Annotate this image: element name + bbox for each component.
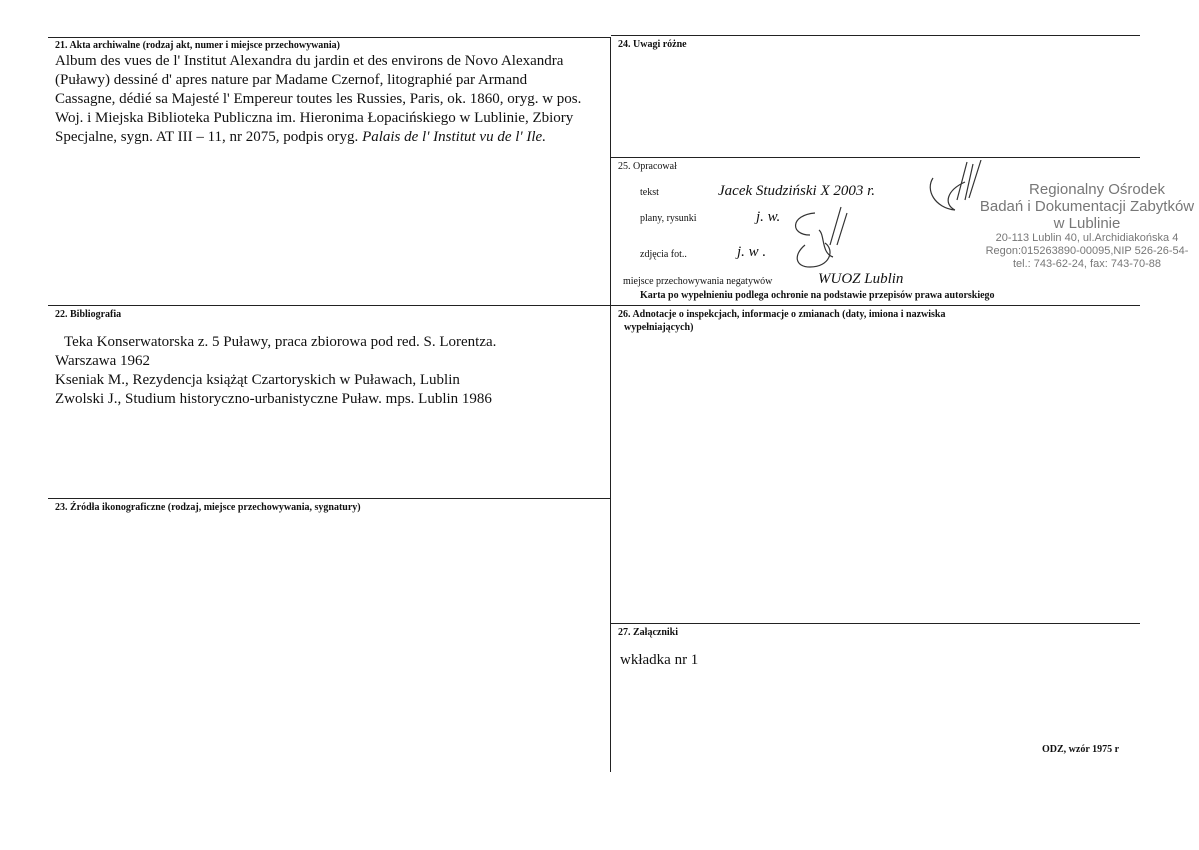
institution-stamp <box>975 181 1199 271</box>
divider-23 <box>48 498 611 499</box>
section-21-body <box>55 52 607 147</box>
stamp-line: Badań i Dokumentacji Zabytków <box>979 198 1195 215</box>
copyright-note: Karta po wypełnieniu podlega ochronie na podstawie przepisów prawa autorskiego <box>640 290 995 301</box>
divider-22 <box>48 305 1140 306</box>
divider-27 <box>611 623 1140 624</box>
form-identifier: ODZ, wzór 1975 r <box>1042 744 1120 755</box>
section-22-line: Zwolski J., Studium historyczno-urbanistyczne Puław. mps. Lublin 1986 <box>55 391 492 407</box>
section-23-label: 23. Źródła ikonograficzne (rodzaj, miejsce przechowywania, sygnatury) <box>55 502 361 513</box>
plany-value: j. w. <box>756 209 781 225</box>
tekst-label: tekst <box>640 187 659 198</box>
section-21-line: Cassagne, dédié sa Majesté l' Empereur toutes les Russies, Paris, ok. 1860, oryg. w pos. <box>55 91 582 107</box>
stamp-line: Regon:015263890-00095,NIP 526-26-54- <box>985 245 1189 257</box>
zdjecia-value: j. w . <box>737 244 767 260</box>
stamp-line: Regionalny Ośrodek <box>1029 181 1165 198</box>
section-21-line <box>55 128 607 147</box>
section-25-label: 25. Opracował <box>618 161 677 172</box>
top-border-right <box>611 35 1140 36</box>
attachment-value: wkładka nr 1 <box>620 652 699 668</box>
tekst-value: Jacek Studziński X 2003 r. <box>718 183 876 199</box>
section-21-line: (Puławy) dessiné d' apres nature par Madame Czernof, litographié par Armand <box>55 72 528 88</box>
section-21-last-italic: Palais de l' Institut vu de l' Ile. <box>362 129 546 145</box>
section-22-line: Kseniak M., Rezydencja książąt Czartoryskich w Puławach, Lublin <box>55 372 460 388</box>
negatywy-value: WUOZ Lublin <box>818 271 904 287</box>
signature-2 <box>785 205 855 275</box>
section-21-line: Woj. i Miejska Biblioteka Publiczna im. Hieronima Łopacińskiego w Lublinie, Zbiory <box>55 110 574 126</box>
section-22-line: Teka Konserwatorska z. 5 Puławy, praca zbiorowa pod red. S. Lorentza. <box>64 334 497 350</box>
section-24-label: 24. Uwagi różne <box>618 39 687 50</box>
section-22-label: 22. Bibliografia <box>55 309 122 320</box>
section-21-label: 21. Akta archiwalne (rodzaj akt, numer i miejsce przechowywania) <box>55 40 340 51</box>
plany-label: plany, rysunki <box>640 213 697 224</box>
section-21-line: Album des vues de l' Institut Alexandra du jardin et des environs de Novo Alexandra <box>55 53 564 69</box>
section-21-last-plain: Specjalne, sygn. AT III – 11, nr 2075, podpis oryg. <box>55 129 363 145</box>
top-border-left <box>48 37 611 38</box>
divider-25 <box>611 157 1140 158</box>
negatywy-label: miejsce przechowywania negatywów <box>623 276 773 287</box>
section-22-line: Warszawa 1962 <box>55 353 151 369</box>
stamp-line: w Lublinie <box>1053 215 1121 232</box>
center-divider <box>610 37 611 772</box>
zdjecia-label: zdjęcia fot.. <box>640 249 687 260</box>
section-27-label: 27. Załączniki <box>618 627 679 638</box>
section-26-label-cont: wypełniających) <box>624 322 694 333</box>
section-22-body <box>55 333 607 409</box>
stamp-line: 20-113 Lublin 40, ul.Archidiakońska 4 <box>995 232 1179 244</box>
section-26-label: 26. Adnotacje o inspekcjach, informacje o zmianach (daty, imiona i nazwiska <box>618 309 946 320</box>
stamp-line: tel.: 743-62-24, fax: 743-70-88 <box>1013 258 1161 270</box>
